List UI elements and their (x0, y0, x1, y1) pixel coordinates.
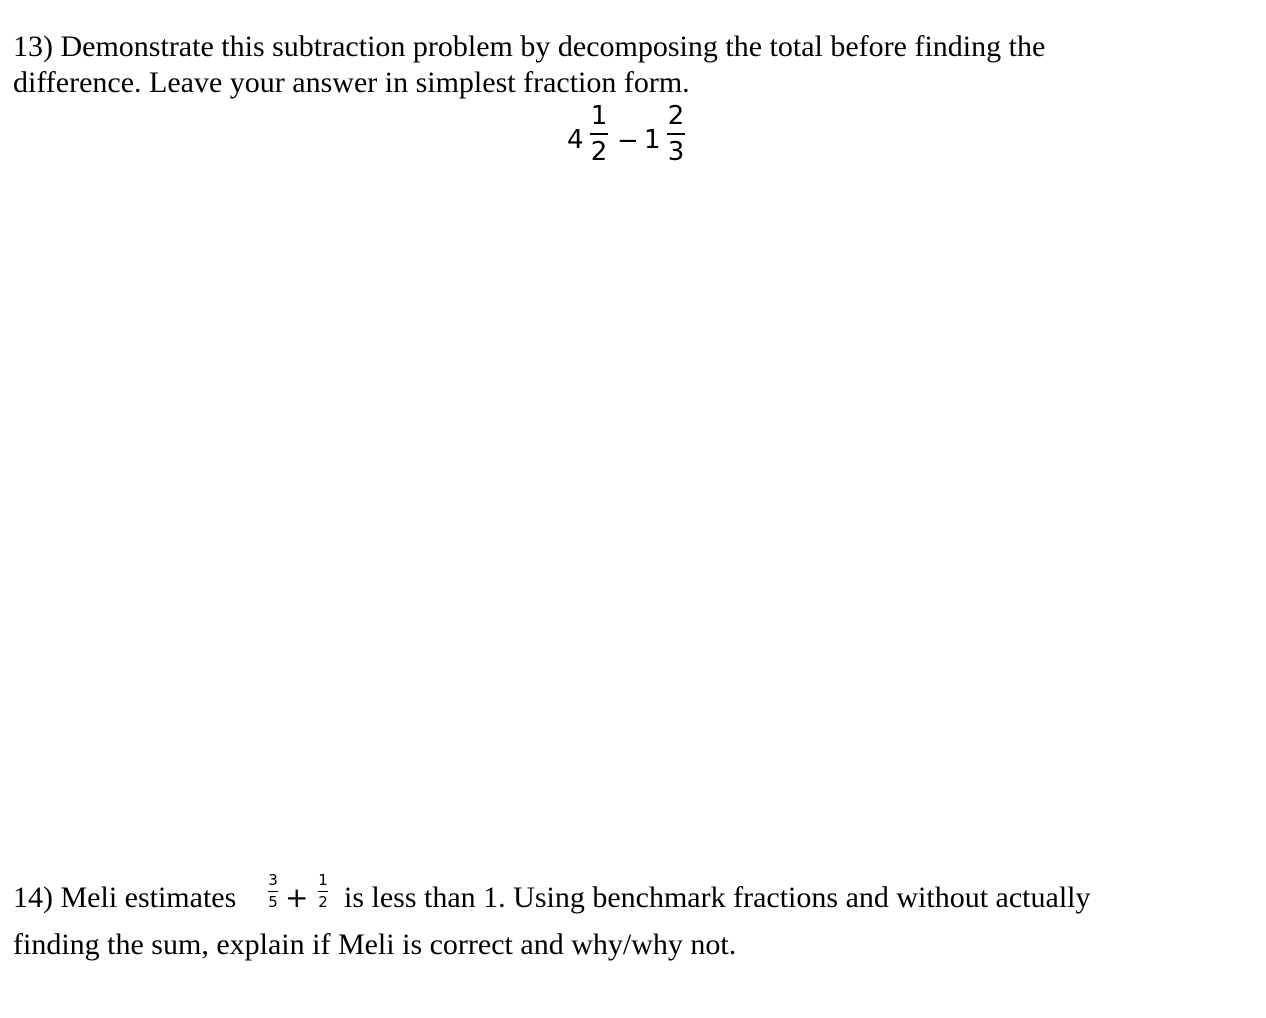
question-14-line-2: finding the sum, explain if Meli is correct and why/why not. (13, 928, 737, 961)
q14-fraction-2-bar (318, 891, 328, 892)
q14-fraction-1-numerator: 3 (268, 871, 278, 889)
question-13-line-2: difference. Leave your answer in simplest fraction form. (13, 66, 690, 99)
first-fraction-bar (590, 133, 608, 135)
q14-fraction-1-denominator: 5 (268, 893, 278, 911)
q14-plus-operator: + (285, 881, 309, 914)
minus-operator: − (617, 126, 639, 156)
q14-fraction-one-half (316, 873, 330, 910)
second-whole-number: 1 (644, 125, 661, 155)
first-fraction (588, 103, 610, 165)
second-fraction-denominator: 3 (667, 137, 685, 167)
question-14-lead: 14) Meli estimates (13, 881, 237, 914)
second-fraction-numerator: 2 (667, 101, 685, 131)
q14-fraction-three-fifths (266, 873, 280, 910)
second-fraction-bar (667, 133, 685, 135)
second-fraction (665, 103, 687, 165)
question-13-line-1: 13) Demonstrate this subtraction problem by decomposing the total before finding the (13, 30, 1046, 63)
first-whole-number: 4 (567, 125, 584, 155)
q14-fraction-1-bar (268, 891, 278, 892)
q14-fraction-2-denominator: 2 (318, 893, 328, 911)
question-14-line-1-rest: is less than 1. Using benchmark fractions and without actually (344, 881, 1091, 914)
first-fraction-numerator: 1 (590, 101, 608, 131)
q14-fraction-2-numerator: 1 (318, 871, 328, 889)
first-fraction-denominator: 2 (590, 137, 608, 167)
